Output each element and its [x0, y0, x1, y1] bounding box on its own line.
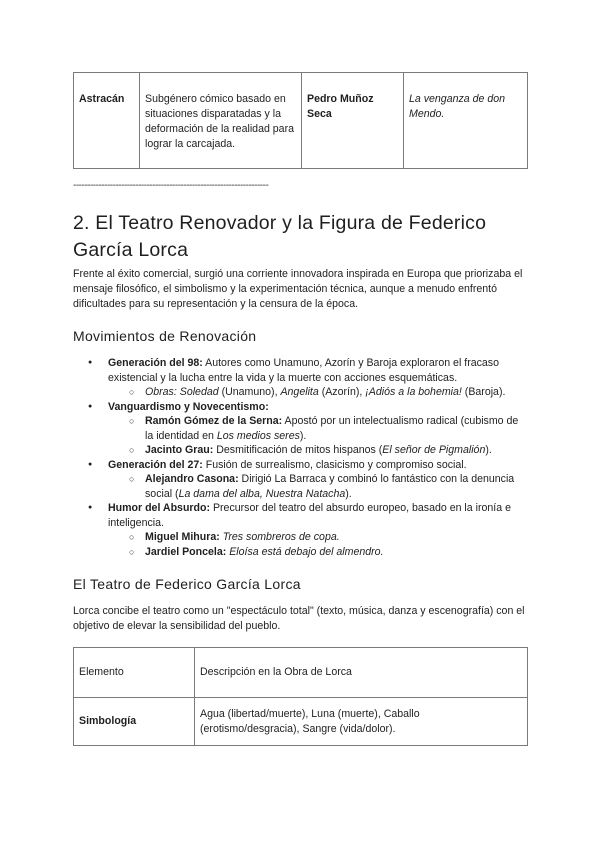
intro-paragraph: Frente al éxito comercial, surgió una corriente innovadora inspirada en Europa que priorizaba el mensaje filosófico, el simbolismo y la experimentación técnica, aunque a menudo enfrentó dificultades para su representación y la censura de la época.	[73, 268, 523, 310]
work-separator: ,	[259, 487, 266, 500]
author-label: Jardiel Poncela:	[145, 545, 227, 558]
list-item	[108, 472, 528, 501]
work-title: Nuestra Natacha	[265, 487, 346, 500]
separator-line: ---------------------------------------------------------------------	[73, 180, 269, 191]
table-row	[74, 698, 528, 746]
column-header: Elemento	[74, 648, 195, 698]
description-cell: Agua (libertad/muerte), Luna (muerte), Caballo (erotismo/desgracia), Sangre (vida/dolor).	[195, 698, 528, 746]
work-author: (Baroja).	[461, 386, 506, 398]
work-title: El señor de Pigmalión	[382, 444, 486, 456]
lorca-heading: El Teatro de Federico García Lorca	[73, 576, 301, 592]
work-title: Los medios seres	[216, 429, 300, 442]
table-row	[74, 73, 528, 169]
list-item	[88, 356, 528, 400]
author-label: Jacinto Grau:	[145, 444, 214, 456]
work-title: ¡Adiós a la bohemia!	[365, 386, 462, 398]
lorca-paragraph: Lorca concibe el teatro como un "espectáculo total" (texto, música, danza y escenografía) con el objetivo de elevar la sensibilidad del pueblo.	[73, 605, 525, 632]
table-header-row	[74, 648, 528, 698]
closing-text: ).	[299, 429, 307, 442]
work-title: Tres sombreros de copa.	[222, 531, 340, 543]
column-header: Descripción en la Obra de Lorca	[195, 648, 528, 698]
list-item	[108, 414, 528, 443]
author-label: Miguel Mihura:	[145, 531, 220, 543]
author-label: Ramón Gómez de la Serna:	[145, 415, 283, 427]
genre-description-cell: Subgénero cómico basado en situaciones disparatadas y la deformación de la realidad para lograr la carcajada.	[140, 73, 302, 169]
item-label: Vanguardismo y Novecentismo:	[108, 400, 269, 413]
work-title: Angelita	[280, 386, 319, 398]
work-title: La dama del alba	[178, 487, 260, 500]
author-text: Apostó por un intelectualismo radical (cubismo de la identidad en	[145, 415, 519, 442]
work-title: Eloísa está debajo del almendro.	[229, 545, 384, 558]
genre-author-cell: Pedro Muñoz Seca	[302, 73, 404, 169]
author-text: Desmitificación de mitos hispanos (	[213, 444, 383, 456]
work-title: Soledad	[179, 386, 219, 398]
movements-list	[88, 356, 528, 559]
item-text: Precursor del teatro del absurdo europeo, basado en la ironía e inteligencia.	[108, 502, 511, 529]
item-text: Fusión de surrealismo, clasicismo y compromiso social.	[202, 458, 467, 471]
item-text: Autores como Unamuno, Azorín y Baroja exploraron el fracaso existencial y la lucha entre la vida y la muerte con acciones esquemáticas.	[108, 357, 499, 384]
item-label: Generación del 27:	[108, 458, 203, 471]
work-author: (Unamuno),	[218, 386, 281, 398]
lorca-table	[73, 647, 528, 746]
works-label: Obras:	[145, 386, 177, 398]
element-cell: Simbología	[74, 698, 195, 746]
list-item	[108, 545, 528, 560]
genre-work-cell: La venganza de don Mendo.	[404, 73, 528, 169]
list-item	[108, 443, 528, 458]
item-label: Generación del 98:	[108, 357, 203, 369]
closing-text: ).	[345, 487, 352, 500]
list-item	[88, 501, 528, 559]
section-title: 2. El Teatro Renovador y la Figura de Federico García Lorca	[73, 212, 487, 261]
list-item	[88, 400, 528, 458]
closing-text: ).	[485, 444, 492, 456]
genre-table	[73, 72, 528, 169]
item-label: Humor del Absurdo:	[108, 502, 211, 514]
author-label: Alejandro Casona:	[145, 473, 239, 485]
author-text: Dirigió La Barraca y combinó lo fantástico con la denuncia social (	[145, 473, 515, 500]
work-author: (Azorín),	[318, 386, 366, 398]
list-item	[108, 530, 528, 545]
list-item	[108, 385, 528, 400]
list-item	[88, 458, 528, 502]
movements-heading: Movimientos de Renovación	[73, 328, 257, 344]
genre-term-cell: Astracán	[74, 73, 140, 169]
